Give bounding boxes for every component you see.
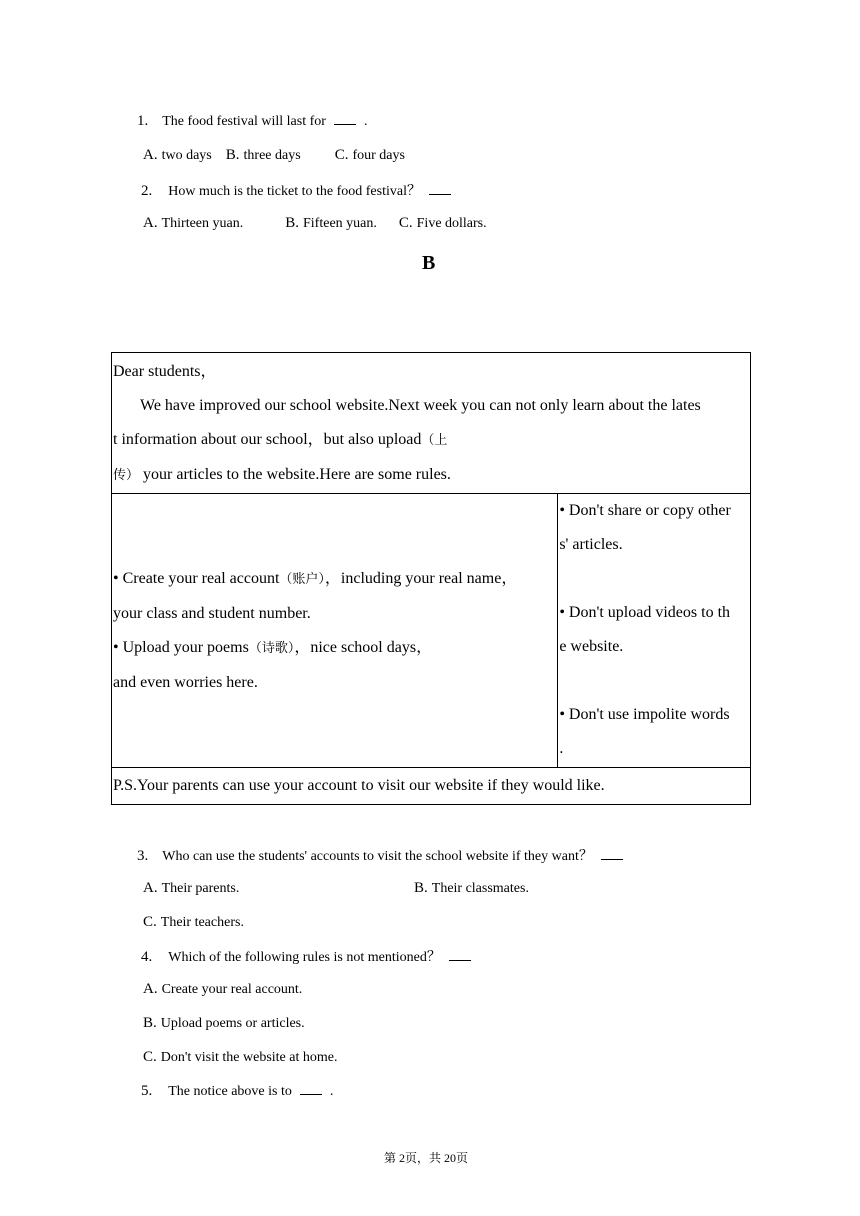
option-c-label: C. bbox=[398, 215, 413, 231]
option-b-label: B. bbox=[143, 1015, 157, 1031]
spacer bbox=[559, 562, 749, 596]
question-1-options bbox=[143, 146, 405, 164]
question-5 bbox=[141, 1082, 333, 1100]
notice-intro-line-2: t information about our school，but also upload（上 bbox=[113, 431, 448, 448]
notice-intro-cell bbox=[112, 353, 751, 494]
option-c-label: C. bbox=[334, 147, 349, 163]
rule-1-line-1: • Create your real account（账户），including your real name， bbox=[113, 569, 518, 587]
notice-donts-cell bbox=[558, 494, 751, 768]
answer-blank[interactable] bbox=[429, 184, 451, 195]
question-end: . bbox=[329, 1084, 334, 1099]
notice-greeting: Dear students， bbox=[113, 363, 217, 380]
notice-rules-cell bbox=[112, 494, 558, 768]
question-3-option-a bbox=[143, 879, 239, 897]
question-text: The food festival will last for bbox=[162, 114, 326, 129]
option-a-label: A. bbox=[143, 215, 158, 231]
question-number: 5. bbox=[141, 1083, 153, 1099]
question-number: 1. bbox=[137, 113, 149, 129]
dont-3-line-2: . bbox=[559, 740, 564, 757]
rule-2-line-2: and even worries here. bbox=[113, 673, 258, 691]
question-text: How much is the ticket to the food festival？ bbox=[168, 184, 421, 199]
question-text: Which of the following rules is not mentioned？ bbox=[168, 950, 441, 965]
question-4 bbox=[141, 946, 475, 966]
notice-ps-cell bbox=[112, 768, 751, 805]
option-a[interactable]: Create your real account. bbox=[161, 982, 303, 997]
rule-1-line-2: your class and student number. bbox=[113, 604, 311, 622]
spacer bbox=[559, 664, 749, 698]
dont-3-line-1: • Don't use impolite words bbox=[559, 706, 730, 723]
option-b[interactable]: three days bbox=[243, 148, 301, 163]
option-b[interactable]: Fifteen yuan. bbox=[303, 216, 377, 231]
dont-1-line-1: • Don't share or copy other bbox=[559, 502, 731, 519]
option-a[interactable]: Thirteen yuan. bbox=[161, 216, 244, 231]
question-3-option-b bbox=[414, 879, 529, 897]
answer-blank[interactable] bbox=[449, 950, 471, 961]
notice-intro-line-1: We have improved our school website.Next week you can not only learn about the lates bbox=[140, 397, 701, 414]
question-end: . bbox=[363, 114, 368, 129]
option-b-label: B. bbox=[414, 880, 428, 896]
option-c[interactable]: Their teachers. bbox=[160, 915, 244, 930]
question-4-option-a bbox=[143, 980, 302, 998]
option-b-label: B. bbox=[225, 147, 240, 163]
dont-1-line-2: s' articles. bbox=[559, 536, 623, 553]
notice-ps: P.S.Your parents can use your account to visit our website if they would like. bbox=[113, 777, 605, 794]
page-footer: 第 2页，共 20页 bbox=[384, 1151, 469, 1165]
answer-blank[interactable] bbox=[334, 114, 356, 125]
question-1 bbox=[137, 112, 367, 130]
question-number: 2. bbox=[141, 183, 153, 199]
option-a[interactable]: two days bbox=[161, 148, 212, 163]
question-2-options bbox=[143, 214, 487, 232]
question-number: 4. bbox=[141, 949, 153, 965]
dont-2-line-1: • Don't upload videos to th bbox=[559, 604, 731, 621]
answer-blank[interactable] bbox=[601, 849, 623, 860]
option-c[interactable]: Five dollars. bbox=[416, 216, 487, 231]
option-a[interactable]: Their parents. bbox=[161, 881, 240, 896]
notice-table bbox=[111, 352, 751, 805]
question-number: 3. bbox=[137, 848, 149, 864]
question-3-option-c bbox=[143, 913, 244, 931]
question-text: The notice above is to bbox=[168, 1084, 292, 1099]
question-text: Who can use the students' accounts to visit the school website if they want？ bbox=[162, 849, 593, 864]
rule-2-line-1: • Upload your poems（诗歌），nice school days， bbox=[113, 638, 433, 656]
question-4-option-c bbox=[143, 1048, 337, 1066]
option-c-label: C. bbox=[143, 914, 157, 930]
option-c-label: C. bbox=[143, 1049, 157, 1065]
dont-2-line-2: e website. bbox=[559, 638, 624, 655]
option-b[interactable]: Their classmates. bbox=[431, 881, 529, 896]
option-a-label: A. bbox=[143, 147, 158, 163]
option-b-label: B. bbox=[285, 215, 299, 231]
question-4-option-b bbox=[143, 1014, 305, 1032]
option-b[interactable]: Upload poems or articles. bbox=[160, 1016, 305, 1031]
question-2 bbox=[141, 180, 455, 200]
question-3 bbox=[137, 845, 627, 865]
answer-blank[interactable] bbox=[300, 1084, 322, 1095]
option-c[interactable]: Don't visit the website at home. bbox=[160, 1050, 338, 1065]
option-a-label: A. bbox=[143, 880, 158, 896]
option-c[interactable]: four days bbox=[352, 148, 405, 163]
option-a-label: A. bbox=[143, 981, 158, 997]
notice-intro-line-3: 传） your articles to the website.Here are some rules. bbox=[113, 466, 451, 483]
section-heading: B bbox=[422, 252, 436, 274]
